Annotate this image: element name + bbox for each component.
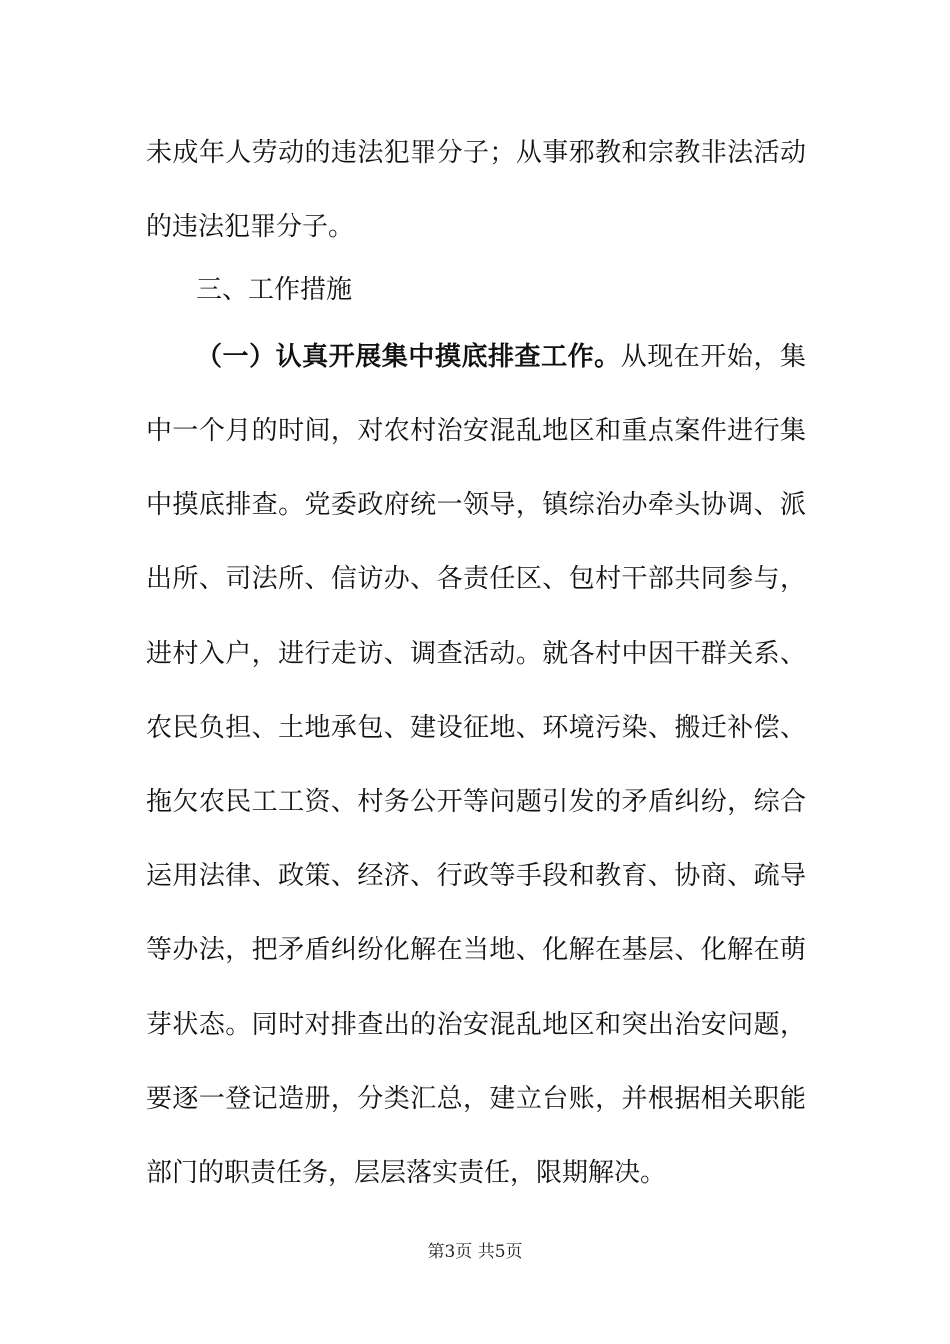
body-text-line: 芽状态。同时对排查出的治安混乱地区和突出治安问题， [146, 1010, 806, 1040]
body-text-line: 中一个月的时间，对农村治安混乱地区和重点案件进行集 [146, 416, 806, 446]
body-text-line: 运用法律、政策、经济、行政等手段和教育、协商、疏导 [146, 861, 806, 891]
body-text-line: 等办法，把矛盾纠纷化解在当地、化解在基层、化解在萌 [146, 935, 806, 965]
body-text-line: 出所、司法所、信访办、各责任区、包村干部共同参与， [146, 564, 806, 594]
body-text-line: 的违法犯罪分子。 [146, 212, 355, 242]
paragraph-bold-lead: （一）认真开展集中摸底排查工作。 [196, 342, 621, 372]
section-heading: 三、工作措施 [196, 275, 353, 305]
body-text-line: 未成年人劳动的违法犯罪分子；从事邪教和宗教非法活动 [146, 138, 806, 168]
body-text-line: 进村入户，进行走访、调查活动。就各村中因干群关系、 [146, 639, 806, 669]
body-text-line: 拖欠农民工工资、村务公开等问题引发的矛盾纠纷，综合 [146, 787, 806, 817]
paragraph-first-line [196, 337, 806, 377]
body-text-line: 农民负担、土地承包、建设征地、环境污染、搬迁补偿、 [146, 713, 806, 743]
body-text-line: 要逐一登记造册，分类汇总，建立台账，并根据相关职能 [146, 1084, 806, 1114]
body-text-line: 部门的职责任务，层层落实责任，限期解决。 [146, 1158, 667, 1188]
paragraph-first-line-rest: 从现在开始，集 [620, 342, 806, 372]
body-text-line: 中摸底排查。党委政府统一领导，镇综治办牵头协调、派 [146, 490, 806, 520]
page-number-footer: 第3页 共5页 [427, 1242, 523, 1262]
